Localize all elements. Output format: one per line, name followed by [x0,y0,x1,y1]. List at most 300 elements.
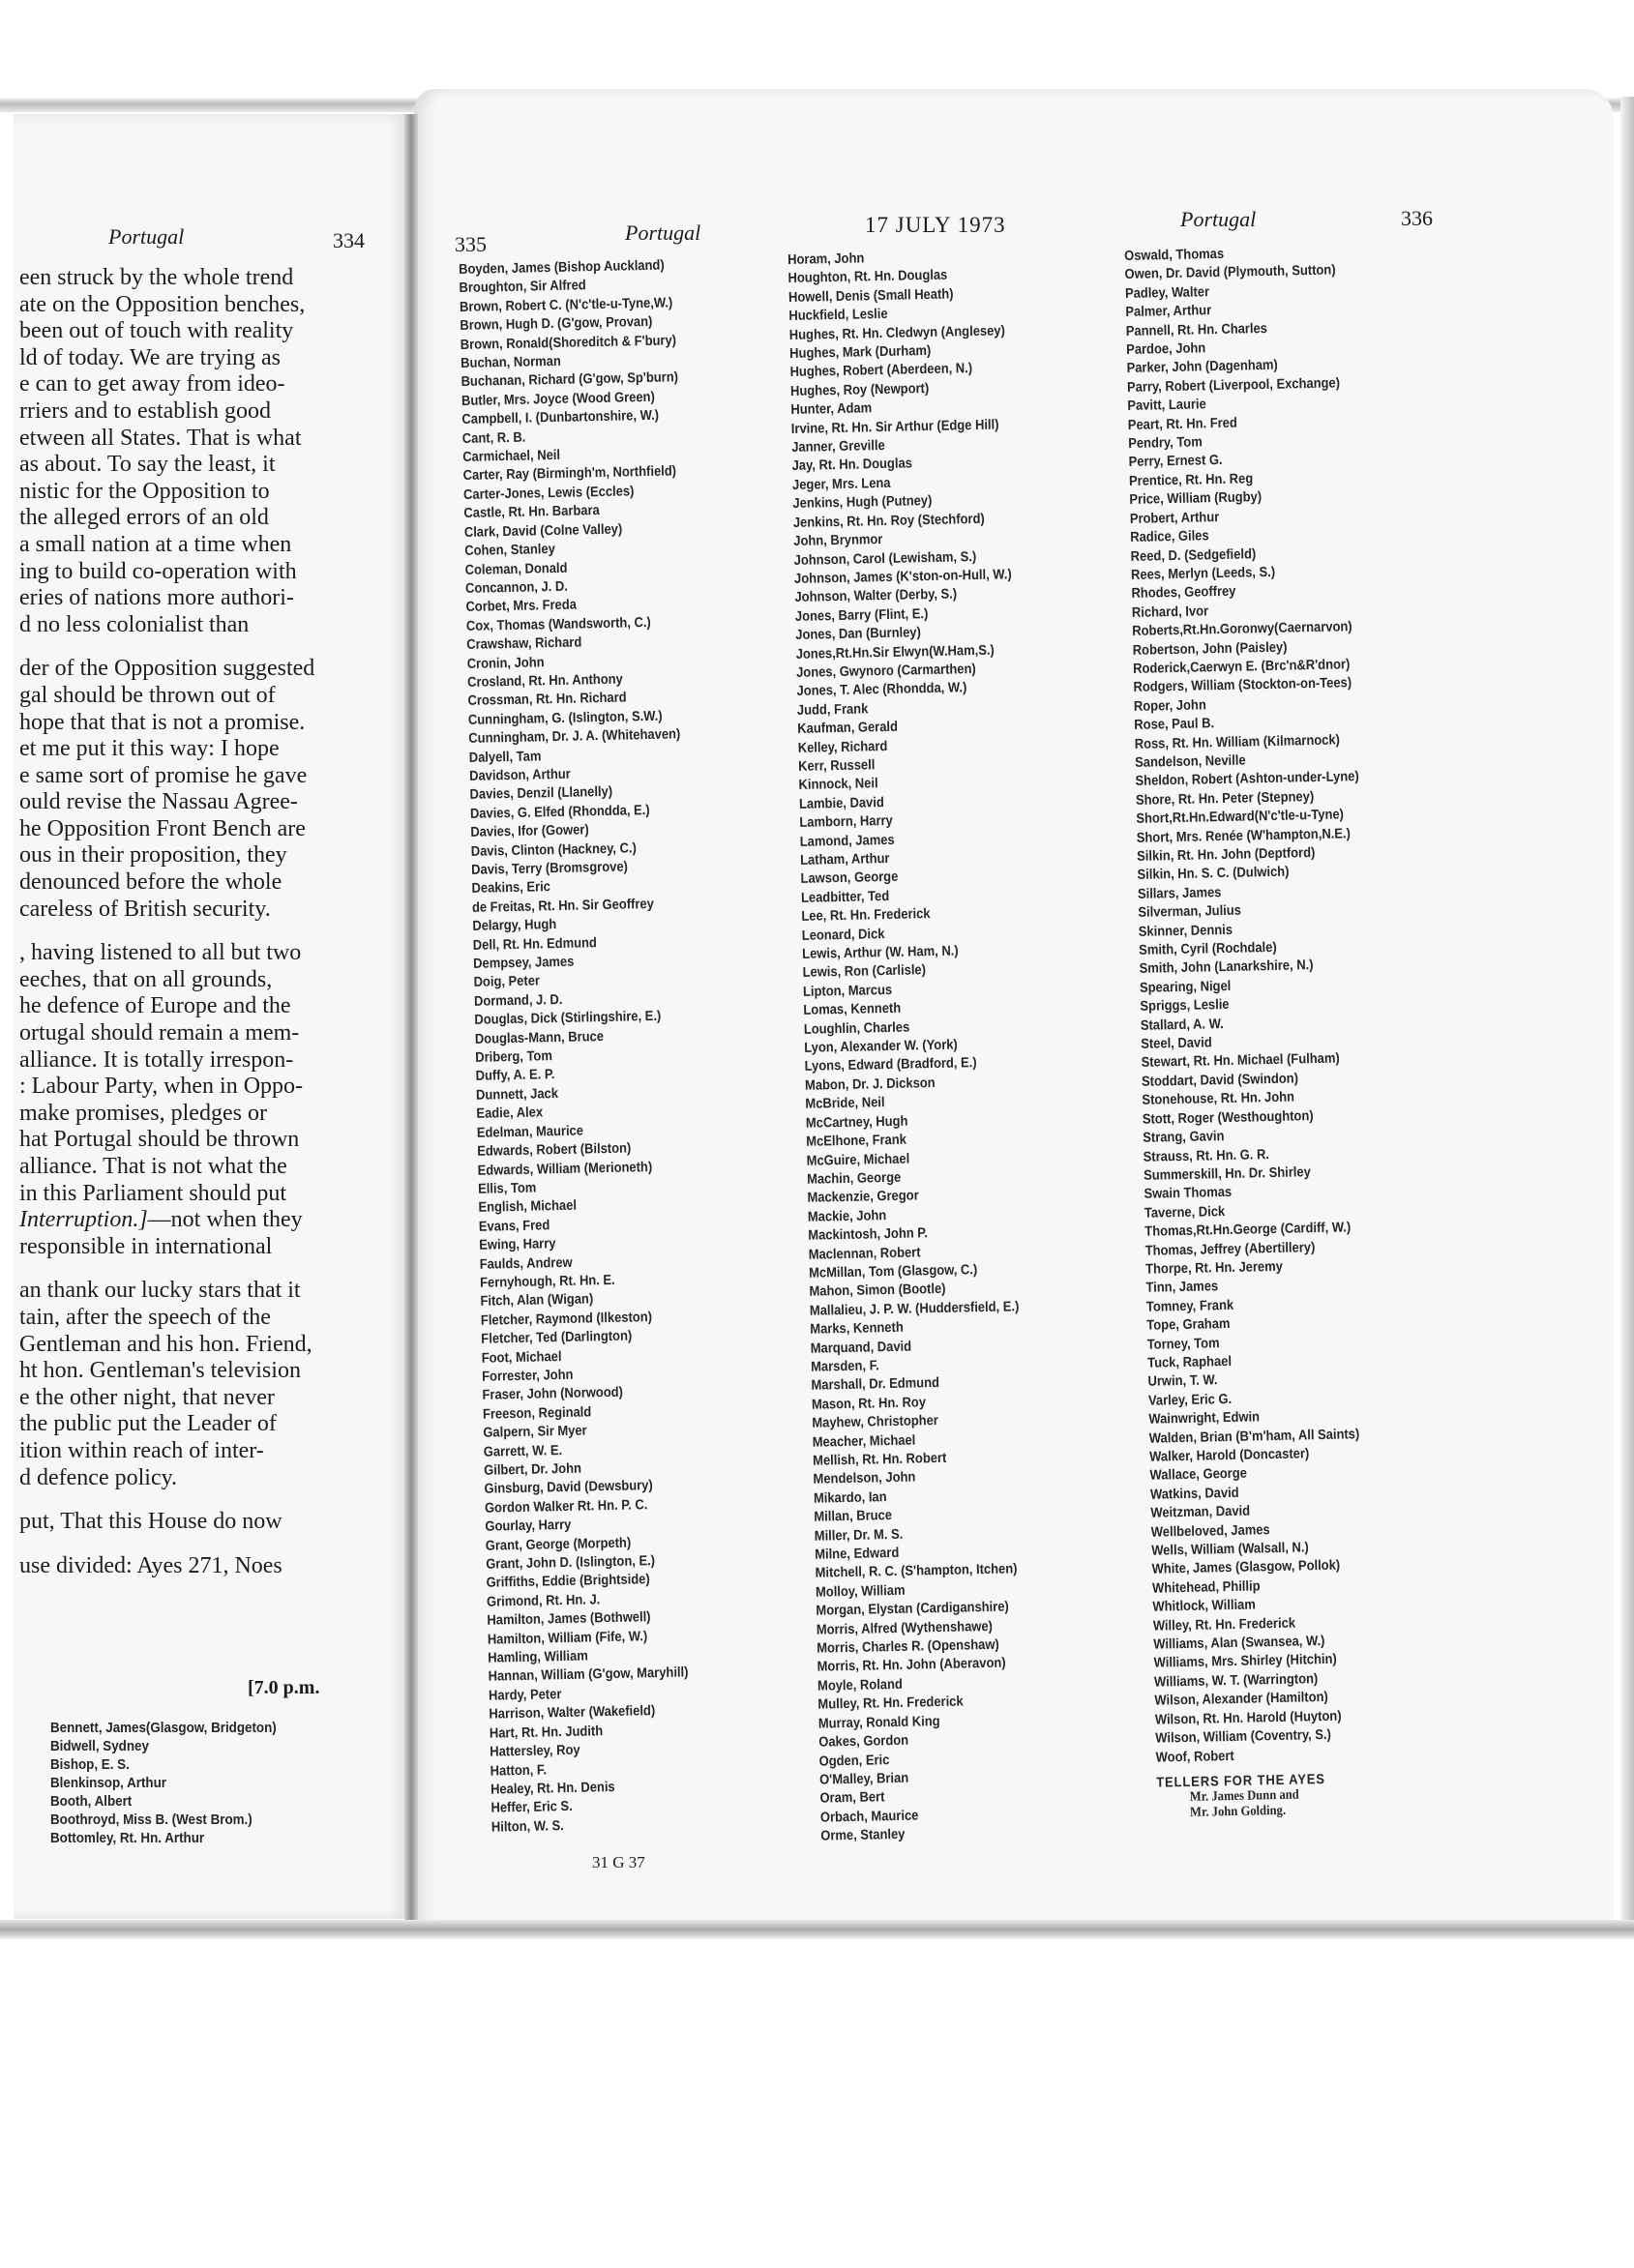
speech-line [19,1536,314,1553]
speech-line [19,923,314,940]
member-name: Hughes, Rt. Hn. Cledwyn (Anglesey) [788,322,1006,343]
member-name: Forrester, John [481,1367,574,1385]
member-name: Douglas-Mann, Bruce [474,1028,605,1047]
speech-line: ate on the Opposition benches, [19,291,306,317]
member-name: Whitlock, William [1152,1597,1256,1615]
speech-line: ous in their proposition, they [19,842,287,869]
member-name: Richard, Ivor [1131,603,1209,621]
member-name: Probert, Arthur [1129,509,1220,527]
member-name: Edelman, Maurice [476,1123,584,1141]
member-name: Cronin, John [466,654,545,672]
speech-line: been out of touch with reality [19,318,294,344]
member-name: Marshall, Dr. Edmund [811,1375,940,1395]
member-name: Thorpe, Rt. Hn. Jeremy [1144,1258,1284,1278]
member-name: Mallalieu, J. P. W. (Huddersfield, E.) [809,1298,1020,1319]
member-name: Castle, Rt. Hn. Barbara [463,503,600,522]
member-name: Blenkinsop, Arthur [50,1776,166,1791]
member-name: Mackenzie, Gregor [807,1188,919,1207]
speech-line: rriers and to establish good [19,398,271,424]
member-name: Roper, John [1133,697,1206,715]
speech-line: ould revise the Nassau Agree- [19,789,298,815]
member-name: Lipton, Marcus [802,982,893,1000]
member-name: Carmichael, Neil [462,447,561,466]
member-name: English, Michael [478,1197,578,1217]
member-name: Foot, Michael [481,1348,562,1367]
member-name: Stallard, A. W. [1140,1016,1224,1034]
member-name: Owen, Dr. David (Plymouth, Sutton) [1124,262,1336,283]
member-name: Cohen, Stanley [464,542,555,560]
member-name: Johnson, James (K'ston-on-Hull, W.) [793,567,1012,587]
member-name: Fletcher, Raymond (Ilkeston) [480,1309,653,1329]
member-name: Varley, Eric G. [1147,1391,1233,1409]
member-name: Lyons, Edward (Bradford, E.) [804,1055,977,1075]
member-name: Kaufman, Gerald [797,719,899,738]
member-name: Griffiths, Eddie (Brightside) [486,1572,650,1592]
member-name: Boyden, James (Bishop Auckland) [459,257,665,278]
member-name: Roberts,Rt.Hn.Goronwy(Caernarvon) [1132,619,1352,640]
member-name: Irvine, Rt. Hn. Sir Arthur (Edge Hill) [790,417,999,437]
member-name: Edwards, William (Merioneth) [477,1159,653,1179]
member-name: Marsden, F. [810,1358,879,1375]
speech-line: ing to build co-operation with [19,558,297,584]
member-name: Jones, Barry (Flint, E.) [794,605,929,625]
member-name: Sillars, James [1137,884,1222,902]
date-header: 17 JULY 1973 [865,213,1006,237]
member-name: Latham, Arthur [800,850,890,869]
member-name: Leonard, Dick [801,926,885,944]
speech-line: ld of today. We are trying as [19,344,281,370]
speech-line: careless of British security. [19,896,271,922]
member-name: McBride, Neil [805,1095,885,1113]
member-name: Lewis, Ron (Carlisle) [802,962,927,982]
speech-line: e can to get away from ideo- [19,371,285,398]
speech-line: a small nation at a time when [19,531,292,557]
speech-line: the alleged errors of an old [19,505,269,531]
member-name: Palmer, Arthur [1125,303,1212,321]
speech-line: : Labour Party, when in Oppo- [19,1074,304,1100]
member-name: Rodgers, William (Stockton-on-Tees) [1133,675,1352,696]
member-name: Spriggs, Leslie [1140,997,1230,1016]
member-name: Harrison, Walter (Wakefield) [489,1703,656,1723]
member-name: Hughes, Robert (Aberdeen, N.) [789,361,973,381]
speech-line: alliance. It is totally irrespon- [19,1046,294,1073]
member-name: Hattersley, Roy [490,1742,580,1760]
member-name: Morris, Charles R. (Openshaw) [817,1636,999,1657]
member-name: Williams, Alan (Swansea, W.) [1153,1634,1325,1653]
member-name: Reed, D. (Sedgefield) [1130,545,1257,565]
member-name: Mitchell, R. C. (S'hampton, Itchen) [815,1561,1018,1582]
member-name: Howell, Denis (Small Heath) [787,286,954,306]
member-name: Machin, George [806,1169,902,1188]
member-name: Molloy, William [815,1582,906,1601]
speech-line: eeches, that on all grounds, [19,966,273,992]
member-name: Driberg, Tom [475,1048,553,1066]
member-name: John, Brynmor [793,532,883,550]
member-name: Buchanan, Richard (G'gow, Sp'burn) [460,369,679,391]
member-name: Brown, Ronald(Shoreditch & F'bury) [460,332,677,353]
member-name: Parker, John (Dagenham) [1126,358,1278,377]
member-name: Crawshaw, Richard [466,634,582,654]
left-page-header: Portugal [108,224,185,249]
member-name: Rose, Paul B. [1134,716,1215,734]
member-name: Mackintosh, John P. [808,1225,929,1244]
member-name: Loughlin, Charles [803,1019,910,1038]
member-name: Swain Thomas [1144,1185,1233,1203]
member-name: Dell, Rt. Hn. Edmund [472,934,598,954]
member-name: Mackie, John [807,1207,887,1225]
member-name: Judd, Frank [796,701,869,719]
member-name: Lyon, Alexander W. (York) [804,1037,958,1056]
member-name: Thomas, Jeffrey (Abertillery) [1144,1239,1316,1259]
member-name: Freeson, Reginald [482,1404,592,1423]
member-name: Peart, Rt. Hn. Fred [1127,415,1237,433]
member-name: Fletcher, Ted (Darlington) [481,1328,633,1347]
speech-line: ortugal should remain a mem- [19,1020,300,1046]
speech-line: ition within reach of inter- [19,1437,264,1463]
member-name: Wainwright, Edwin [1148,1409,1261,1428]
speech-line: make promises, pledges or [19,1100,267,1126]
member-name: Morgan, Elystan (Cardiganshire) [816,1599,1009,1619]
member-name: Oram, Bert [819,1789,885,1807]
member-name: Hamilton, James (Bothwell) [487,1609,651,1629]
speech-line: hat Portugal should be thrown [19,1127,300,1153]
member-name: Leadbitter, Ted [800,888,890,906]
member-name: Doig, Peter [473,973,541,991]
member-name: Jones,Rt.Hn.Sir Elwyn(W.Ham,S.) [795,642,995,663]
member-name: Marks, Kenneth [810,1319,904,1338]
member-name: Murray, Ronald King [817,1713,940,1732]
right-page-left-number: 335 [455,232,487,256]
member-name: Rees, Merlyn (Leeds, S.) [1130,564,1276,583]
member-name: Miller, Dr. M. S. [814,1526,904,1545]
member-name: Ellis, Tom [477,1180,537,1197]
member-name: Campbell, I. (Dunbartonshire, W.) [461,407,660,428]
member-name: Silkin, Rt. Hn. John (Deptford) [1137,845,1316,865]
member-name: Cox, Thomas (Wandsworth, C.) [465,614,651,634]
member-name: Sheldon, Robert (Ashton-under-Lyne) [1135,769,1359,790]
member-name: Carter-Jones, Lewis (Eccles) [462,484,635,503]
member-name: Rhodes, Geoffrey [1131,583,1236,603]
member-name: Mayhew, Christopher [812,1413,939,1431]
member-name: Carter, Ray (Birmingh'm, Northfield) [462,463,677,485]
speech-line: alliance. That is not what the [19,1154,287,1179]
member-name: Radice, Giles [1130,528,1209,546]
member-name: Faulds, Andrew [479,1254,573,1273]
member-name: Tinn, James [1145,1279,1219,1297]
speech-line: in this Parliament should put [19,1180,286,1206]
member-name: McMillan, Tom (Glasgow, C.) [808,1262,978,1281]
member-name: Douglas, Dick (Stirlingshire, E.) [474,1009,662,1029]
member-name: Urwin, T. W. [1147,1372,1218,1391]
speech-line: he Opposition Front Bench are [19,815,306,841]
speech-line: an thank our lucky stars that it [19,1278,301,1304]
member-name: Davies, G. Elfed (Rhondda, E.) [469,802,650,822]
member-name: Tuck, Raphael [1146,1353,1233,1371]
speech-text [19,265,314,1579]
member-name: Broughton, Sir Alfred [459,278,586,297]
member-name: Booth, Albert [50,1794,133,1810]
member-name: Dunnett, Jack [475,1085,559,1104]
member-name: McGuire, Michael [806,1151,910,1169]
member-name: Robertson, John (Paisley) [1132,639,1288,659]
member-name: Price, William (Rugby) [1129,489,1263,509]
member-name: Hughes, Mark (Durham) [789,342,932,363]
member-name: Stott, Roger (Westhoughton) [1142,1107,1314,1128]
member-name: Hart, Rt. Hn. Judith [489,1723,604,1742]
right-page-right-number: 336 [1401,206,1433,230]
member-name: McCartney, Hugh [805,1113,908,1132]
member-name: Fernyhough, Rt. Hn. E. [479,1272,615,1291]
member-name: Sandelson, Neville [1134,752,1246,771]
member-name: Wilson, Rt. Hn. Harold (Huyton) [1154,1708,1342,1728]
member-name: Silverman, Julius [1138,902,1242,922]
member-name: Millan, Bruce [814,1508,893,1525]
member-name: Silkin, Hn. S. C. (Dulwich) [1137,864,1290,884]
member-name: Davies, Ifor (Gower) [470,822,589,841]
speech-line: een struck by the whole trend [19,265,294,290]
member-name: Ginsburg, David (Dewsbury) [484,1478,653,1498]
member-name: Parry, Robert (Liverpool, Exchange) [1126,375,1341,396]
member-name: Jenkins, Hugh (Putney) [792,493,933,513]
member-name: Padley, Walter [1124,283,1210,302]
member-name: Hughes, Roy (Newport) [789,380,930,399]
member-name: Pavitt, Laurie [1127,397,1206,415]
member-name: Jenkins, Rt. Hn. Roy (Stechford) [792,511,985,531]
speech-line: eries of nations more authori- [19,585,294,611]
member-name: Marquand, David [810,1339,912,1357]
member-name: Stonehouse, Rt. Hn. John [1142,1089,1295,1109]
member-name: Kelley, Richard [797,738,888,756]
member-name: Dempsey, James [473,954,575,972]
member-name: Galpern, Sir Myer [483,1423,587,1441]
teller-name: Mr. John Golding. [1189,1803,1287,1820]
member-name: Lambie, David [798,794,884,812]
right-page-left-header: Portugal [625,221,701,245]
member-name: Grant, George (Morpeth) [485,1535,632,1554]
member-name: Garrett, W. E. [483,1442,563,1460]
member-name: Coleman, Donald [464,560,568,578]
member-name: Hatton, F. [490,1761,548,1780]
member-name: Bidwell, Sydney [50,1739,149,1754]
member-name: Short,Rt.Hn.Edward(N'c'tle-u-Tyne) [1136,807,1345,828]
member-name: Lamond, James [799,832,895,850]
scan-right-edge [1620,97,1634,1934]
member-name: Duffy, A. E. P. [475,1067,555,1085]
member-name: Brown, Robert C. (N'c'tle-u-Tyne,W.) [459,295,673,315]
member-name: Ewing, Harry [479,1236,556,1253]
member-name: Smith, John (Lanarkshire, N.) [1139,957,1314,978]
member-name: Summerskill, Hn. Dr. Shirley [1143,1164,1311,1184]
member-name: Weitzman, David [1150,1503,1251,1521]
member-name: Davis, Terry (Bromsgrove) [471,859,629,878]
member-name: Morris, Rt. Hn. John (Aberavon) [817,1656,1006,1676]
member-name: Bottomley, Rt. Hn. Arthur [50,1831,205,1846]
member-name: Pannell, Rt. Hn. Charles [1125,320,1268,339]
member-name: Lewis, Arthur (W. Ham, N.) [802,943,959,962]
member-name: Walker, Harold (Doncaster) [1149,1446,1310,1465]
member-name: Skinner, Dennis [1138,922,1233,940]
speech-line: Interruption.]—not when they [19,1207,303,1233]
member-name: Mendelson, John [813,1469,916,1488]
member-name: Cant, R. B. [461,429,526,447]
member-name: Kerr, Russell [797,757,876,775]
member-name: Brown, Hugh D. (G'gow, Provan) [460,314,653,335]
member-name: Dalyell, Tam [468,748,542,766]
speech-line: hope that that is not a promise. [19,709,306,735]
book-gutter [404,114,418,1923]
speech-line: denounced before the whole [19,869,282,896]
member-name: Crossman, Rt. Hn. Richard [467,690,627,710]
speech-line: e the other night, that never [19,1384,275,1410]
member-name: Ogden, Eric [818,1752,890,1770]
member-name: Lomas, Kenneth [803,1000,902,1019]
member-name: Williams, Mrs. Shirley (Hitchin) [1153,1652,1337,1672]
member-name: Lee, Rt. Hn. Frederick [801,906,931,926]
member-name: Ross, Rt. Hn. William (Kilmarnock) [1134,732,1341,752]
member-name: Walden, Brian (B'm'ham, All Saints) [1148,1426,1360,1447]
member-name: Boothroyd, Miss B. (West Brom.) [50,1812,253,1828]
member-name: Prentice, Rt. Hn. Reg [1128,471,1254,489]
ayes-column-2 [787,247,1038,1846]
member-name: Torney, Tom [1146,1335,1220,1353]
speech-line: put, That this House do now [19,1509,282,1535]
member-name: Kinnock, Neil [798,776,878,794]
member-name: Orme, Stanley [820,1826,906,1844]
member-name: Butler, Mrs. Joyce (Wood Green) [460,389,655,409]
member-name: Milne, Edward [815,1545,900,1563]
member-name: Maclennan, Robert [808,1244,921,1263]
member-name: Mabon, Dr. J. Dickson [804,1075,936,1094]
member-name: Short, Mrs. Renée (W'hampton,N.E.) [1136,825,1352,846]
member-name: Stoddart, David (Swindon) [1141,1071,1299,1090]
member-name: Oswald, Thomas [1124,246,1225,264]
member-name: Grant, John D. (Islington, E.) [486,1553,656,1573]
member-name: Mulley, Rt. Hn. Frederick [817,1694,964,1713]
member-name: Jones, Gwynoro (Carmarthen) [795,661,976,681]
member-name: Jeger, Mrs. Lena [791,475,891,493]
member-name: Mason, Rt. Hn. Roy [811,1395,927,1413]
member-name: Delargy, Hugh [472,917,557,935]
member-name: Wells, William (Walsall, N.) [1151,1540,1309,1559]
member-name: Gilbert, Dr. John [484,1460,582,1479]
tellers-list [1156,1786,1381,1822]
member-name: Mahon, Simon (Bootle) [809,1281,946,1301]
ayes-list-left [50,1720,277,1848]
member-name: Fraser, John (Norwood) [482,1385,624,1404]
member-name: Smith, Cyril (Rochdale) [1139,939,1277,958]
member-name: Concannon, J. D. [464,578,569,597]
member-name: Bennett, James(Glasgow, Bridgeton) [50,1721,277,1736]
member-name: Hamling, William [488,1648,588,1666]
member-name: Perry, Ernest G. [1128,453,1223,471]
speech-line: gal should be thrown out of [19,682,276,708]
speech-line: der of the Opposition suggested [19,656,315,682]
speech-line: Gentleman and his hon. Friend, [19,1331,312,1357]
tellers-heading: TELLERS FOR THE AYES [1156,1771,1326,1791]
speech-line: d no less colonialist than [19,611,250,637]
member-name: Johnson, Walter (Derby, S.) [794,586,958,606]
member-name: Davis, Clinton (Hackney, C.) [470,839,637,860]
member-name: White, James (Glasgow, Pollok) [1151,1558,1341,1578]
member-name: Corbet, Mrs. Freda [465,597,578,616]
member-name: Woof, Robert [1155,1748,1234,1766]
member-name: Jay, Rt. Hn. Douglas [791,456,913,475]
speech-line: et me put it this way: I hope [19,736,280,762]
speech-line: use divided: Ayes 271, Noes [19,1552,282,1578]
left-page-number: 334 [333,228,365,252]
teller-name: Mr. James Dunn and [1189,1787,1299,1805]
member-name: Lawson, George [800,869,899,888]
member-name: Johnson, Carol (Lewisham, S.) [793,548,977,569]
member-name: Gourlay, Harry [485,1517,572,1535]
member-name: Morris, Alfred (Wythenshawe) [816,1618,994,1638]
speech-line [19,638,314,656]
member-name: Stewart, Rt. Hn. Michael (Fulham) [1141,1050,1340,1072]
member-name: Moyle, Roland [817,1676,904,1694]
member-name: Thomas,Rt.Hn.George (Cardiff, W.) [1144,1220,1352,1240]
scan-bottom-edge [0,1920,1634,1939]
member-name: Wallace, George [1149,1466,1248,1485]
division-time: [7.0 p.m. [248,1677,320,1698]
member-name: Taverne, Dick [1144,1203,1226,1222]
speech-line: , having listened to all but two [19,940,302,966]
speech-line: d defence policy. [19,1464,178,1490]
member-name: Evans, Fred [478,1217,550,1235]
member-name: Houghton, Rt. Hn. Douglas [787,267,948,287]
member-name: Hardy, Peter [488,1686,562,1704]
member-name: Wellbeloved, James [1150,1521,1270,1541]
member-name: Fitch, Alan (Wigan) [480,1291,594,1311]
member-name: Roderick,Caerwyn E. (Brc'n&R'dnor) [1132,657,1351,677]
member-name: Pardoe, John [1126,340,1206,359]
member-name: Williams, W. T. (Warrington) [1153,1671,1319,1691]
member-name: Wilson, Alexander (Hamilton) [1154,1690,1328,1709]
member-name: O'Malley, Brian [818,1770,909,1788]
ayes-column-3 [1124,243,1381,1821]
member-name: Hamilton, William (Fife, W.) [487,1628,648,1648]
speech-line: tain, after the speech of the [19,1304,271,1330]
member-name: Oakes, Gordon [818,1732,909,1751]
member-name: Hunter, Adam [790,400,873,419]
member-name: de Freitas, Rt. Hn. Sir Geoffrey [471,896,654,916]
member-name: Cunningham, Dr. J. A. (Whitehaven) [468,726,681,748]
member-name: Crosland, Rt. Hn. Anthony [466,671,623,691]
member-name: Lamborn, Harry [799,813,893,832]
member-name: Tope, Graham [1146,1316,1231,1334]
member-name: Tomney, Frank [1145,1297,1234,1315]
speech-line [19,1491,314,1509]
member-name: Bishop, E. S. [50,1757,130,1773]
member-name: Clark, David (Colne Valley) [463,521,623,541]
member-name: Eadie, Alex [476,1105,544,1123]
member-name: Whitehead, Phillip [1151,1578,1261,1597]
member-name: Cunningham, G. (Islington, S.W.) [467,708,663,728]
member-name: Horam, John [787,250,865,268]
member-name: Willey, Rt. Hn. Frederick [1152,1615,1296,1635]
member-name: Watkins, David [1149,1485,1239,1503]
member-name: Deakins, Eric [471,879,551,898]
member-name: Edwards, Robert (Bilston) [477,1140,632,1160]
member-name: Strauss, Rt. Hn. G. R. [1143,1146,1270,1165]
member-name: Janner, Greville [791,437,885,457]
speech-line: etween all States. That is what [19,425,302,451]
speech-line: the public put the Leader of [19,1411,277,1437]
member-name: Davidson, Arthur [468,766,571,784]
member-name: Huckfield, Leslie [788,307,888,325]
member-name: Wilson, William (Coventry, S.) [1155,1726,1332,1747]
member-name: McElhone, Frank [806,1132,907,1150]
member-name: Spearing, Nigel [1139,978,1232,996]
